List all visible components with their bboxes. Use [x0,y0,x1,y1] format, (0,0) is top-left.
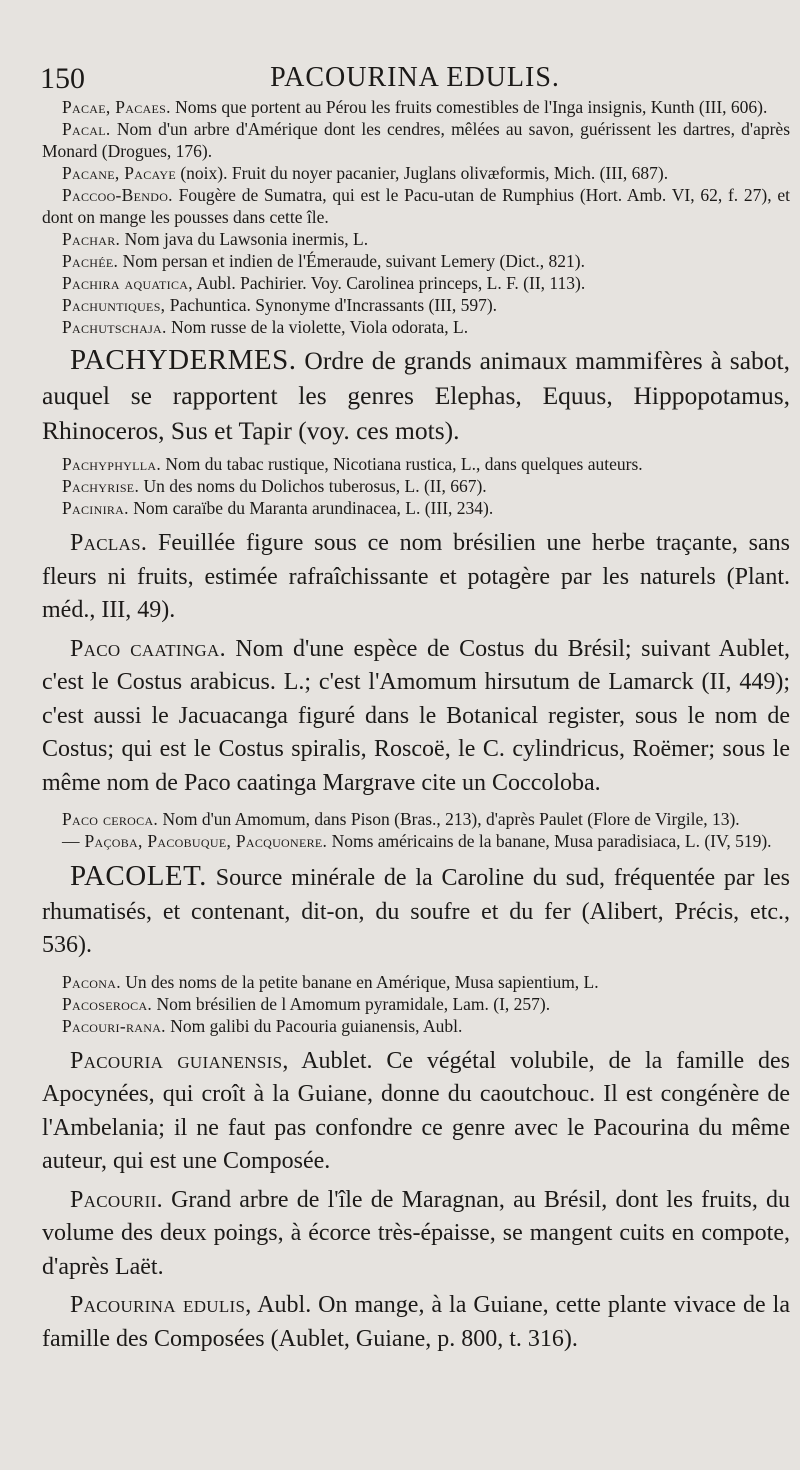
entry-headword: PACHYDERMES. [70,344,297,376]
entry-list [42,96,790,1356]
entry-pacal [42,118,790,162]
entry-headword: Pacouri-rana. [62,1015,166,1036]
entry-headword: Pacinira. [62,498,129,518]
entry-headword: Pachyphylla. [62,454,162,474]
page-number: 150 [40,62,85,95]
entry-body: Aubl. On mange, à la Guiane, cette plante vivace de la famille des Composées (Aublet, Guiane, p. 800, t. 316). [42,1292,790,1352]
entry-pacouri-rana [42,1015,790,1037]
entry-headword: Pachira aquatica, [62,273,193,293]
entry-headword: Pacae, Pacaes. [62,97,171,117]
entry-pacae [42,96,790,118]
entry-headword: Pacona. [62,971,121,992]
entry-headword: Paclas. [70,530,148,556]
entry-body: Noms américains de la banane, Musa paradisiaca, L. (IV, 519). [331,831,772,851]
entry-body: Nom java du Lawsonia inermis, L. [124,229,369,249]
entry-body: Un des noms du Dolichos tuberosus, L. (II, 667). [143,476,487,496]
entry-body: Nom caraïbe du Maranta arundinacea, L. (III, 234). [133,498,494,518]
entry-body: Fougère de Sumatra, qui est le Pacu-utan de Rumphius (Hort. Amb. VI, 62, f. 27), et dont on mange les pousses dans cette île. [42,185,791,227]
entry-headword: Pacourina edulis, [70,1292,252,1318]
entry-pacona [42,971,790,993]
entry-headword: Pachutschaja. [62,317,167,337]
entry-headword: Pacoseroca. [62,993,153,1014]
entry-headword: Pacourii. [70,1186,163,1213]
entry-headword: Pachar. [62,229,121,249]
entry-pachee [42,250,790,272]
entry-body: Nom d'un arbre d'Amérique dont les cendres, mêlées au savon, guérissent les dartres, d'après Monard (Drogues, 176). [42,119,791,161]
entry-headword: Pachée. [62,251,119,271]
entry-body: Noms que portent au Pérou les fruits comestibles de l'Inga insignis, Kunth (III, 606). [175,97,768,117]
entry-headword: — Paçoba, Pacobuque, Pacquonere. [62,831,328,851]
entry-body: Nom d'une espèce de Costus du Brésil; suivant Aublet, c'est le Costus arabicus. L.; c'est l'Amomum hirsutum de Lamarck (II, 449); c'est aussi le Jacuacanga figuré dans le Botanical register, sous le nom de Costus; qui est le Costus spiralis, Roscoë, le C. cylindricus, Roëmer; sous le même nom de Paco caatinga Margrave cite un Coccoloba. [42,635,791,796]
entry-pacolet [42,860,790,963]
entry-headword: Pacal. [62,119,111,139]
entry-pacouria [42,1045,790,1179]
entry-headword: Paccoo-Bendo. [62,185,173,205]
entry-pachutschaja [42,316,790,338]
entry-pachyrise [42,475,790,497]
entry-headword: Paco caatinga. [70,635,226,662]
running-title: PACOURINA EDULIS. [270,62,560,93]
entry-paco-ceroca [42,808,790,830]
entry-headword: Pacane, Pacaye [62,163,176,183]
entry-body: Nom russe de la violette, Viola odorata, L. [171,317,469,337]
entry-paccoo-bendo [42,184,790,228]
entry-pacoseroca [42,993,790,1015]
entry-body: Nom galibi du Pacouria guianensis, Aubl. [170,1015,463,1036]
entry-paclas [42,527,790,628]
entry-body: Aublet. Ce végétal volubile, de la famille des Apocynées, qui croît à la Guiane, donne du caoutchouc. Il est congénère de l'Ambelania; il ne faut pas confondre ce genre avec le Pacourina du même auteur, qui est une Composée. [42,1047,790,1174]
entry-pacane [42,162,790,184]
entry-pachira [42,272,790,294]
entry-body: (noix). Fruit du noyer pacanier, Juglans olivæformis, Mich. (III, 687). [180,163,669,183]
entry-body: Un des noms de la petite banane en Amérique, Musa sapientium, L. [125,971,599,992]
entry-body: Grand arbre de l'île de Maragnan, au Brésil, dont les fruits, du volume des deux poings, à écorce très-épaisse, se mangent cuits en compote, d'après Laët. [42,1186,791,1280]
entry-pachydermes [42,343,790,448]
entry-headword: PACOLET. [70,860,207,892]
entry-headword: Pachyrise. [62,476,140,496]
entry-body: Source minérale de la Caroline du sud, fréquentée par les rhumatisés, et contenant, dit-on, du soufre et du fer (Alibert, Précis, etc., 536). [42,865,790,958]
entry-body: Nom brésilien de l Amomum pyramidale, Lam. (I, 257). [156,993,551,1014]
entry-paco-caatinga [42,633,790,801]
entry-pachuntiques [42,294,790,316]
entry-headword: Pachuntiques, [62,295,166,315]
entry-pacoba [42,830,790,852]
entry-pachar [42,228,790,250]
entry-body: Aubl. Pachirier. Voy. Carolinea princeps, L. F. (II, 113). [196,273,586,293]
entry-body: Feuillée figure sous ce nom brésilien une herbe traçante, sans fleurs ni fruits, estimée rafraîchissante et potagère par les naturels (Plant. méd., III, 49). [42,530,791,623]
entry-pachyphylla [42,453,790,475]
entry-body: Ordre de grands animaux mammifères à sabot, auquel se rapportent les genres Elephas, Equus, Hippopotamus, Rhinoceros, Sus et Tapir (voy. ces mots). [42,346,791,445]
entry-headword: Pacouria guianensis, [70,1047,289,1074]
entry-body: Nom du tabac rustique, Nicotiana rustica, L., dans quelques auteurs. [165,454,643,474]
entry-headword: Paco ceroca. [62,809,159,829]
entry-body: Nom persan et indien de l'Émeraude, suivant Lemery (Dict., 821). [122,251,585,271]
entry-body: Pachuntica. Synonyme d'Incrassants (III, 597). [169,295,498,315]
entry-pacourina-edulis [42,1289,790,1356]
entry-body: Nom d'un Amomum, dans Pison (Bras., 213), d'après Paulet (Flore de Virgile, 13). [162,809,740,829]
entry-pacourii [42,1184,790,1285]
entry-pacinira [42,497,790,519]
